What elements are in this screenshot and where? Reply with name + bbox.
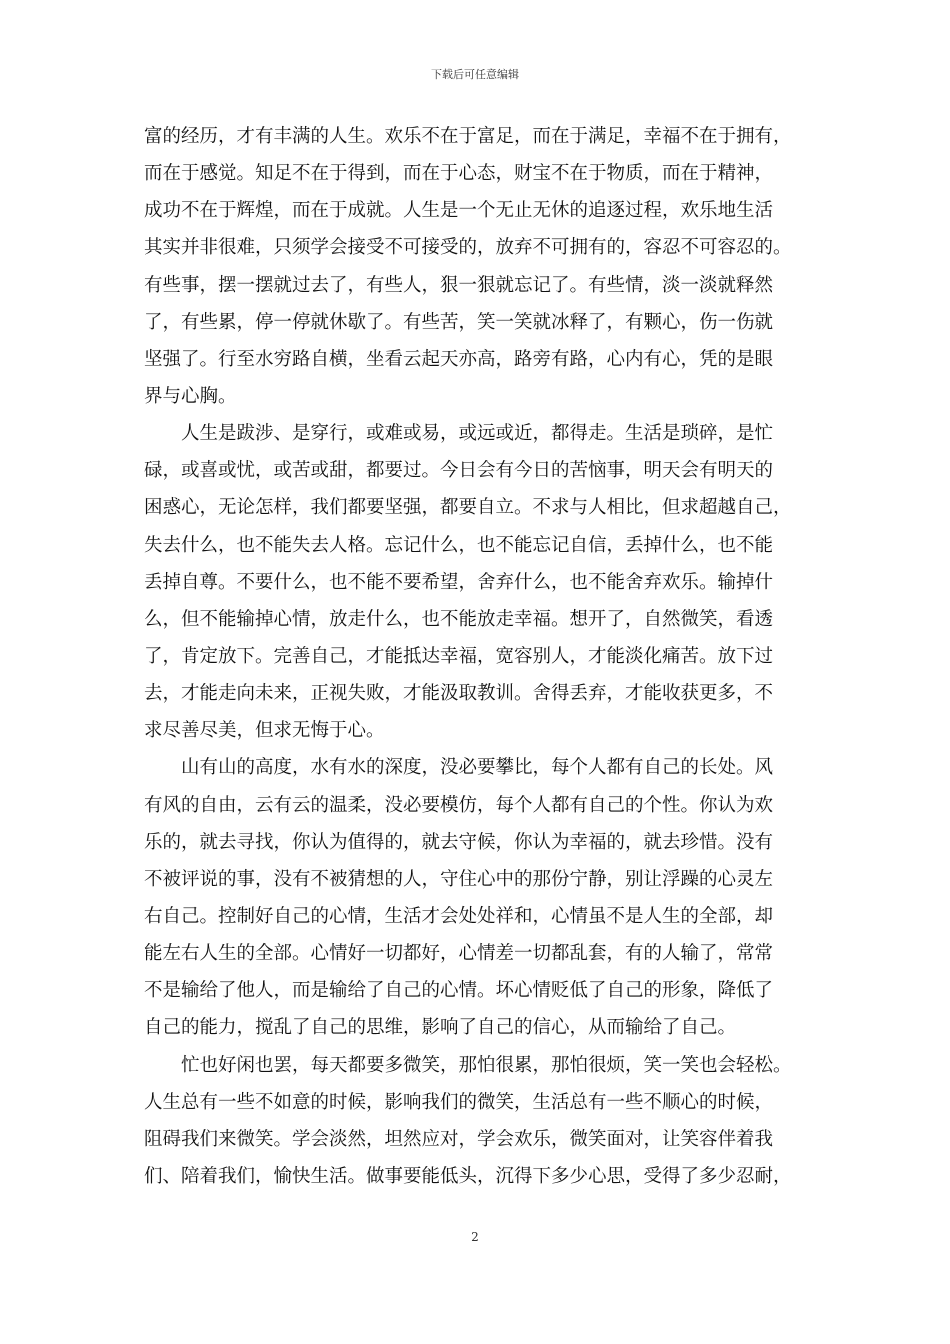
text-line: 求尽善尽美，但求无悔于心。 <box>144 720 385 742</box>
text-line: 阻碍我们来微笑。学会淡然，坦然应对，学会欢乐，微笑面对，让笑容伴着我 <box>144 1128 774 1150</box>
text-line: 乐的，就去寻找，你认为值得的，就去守候，你认为幸福的，就去珍惜。没有 <box>144 831 774 853</box>
page-number: 2 <box>471 1230 479 1244</box>
text-line: 其实并非很难，只须学会接受不可接受的，放弃不可拥有的，容忍不可容忍的。 <box>144 237 792 259</box>
text-line: 山有山的高度，水有水的深度，没必要攀比，每个人都有自己的长处。风 <box>181 757 774 779</box>
text-line: 不被评说的事，没有不被猜想的人，守住心中的那份宁静，别让浮躁的心灵左 <box>144 868 774 890</box>
paragraph <box>144 749 808 1046</box>
text-line: 么，但不能输掉心情，放走什么，也不能放走幸福。想开了，自然微笑，看透 <box>144 608 774 630</box>
text-line: 了，有些累，停一停就休歇了。有些苦，笑一笑就冰释了，有颗心，伤一伤就 <box>144 311 774 333</box>
text-line: 失去什么，也不能失去人格。忘记什么，也不能忘记自信，丢掉什么，也不能 <box>144 534 774 556</box>
text-line: 富的经历，才有丰满的人生。欢乐不在于富足，而在于满足，幸福不在于拥有， <box>144 126 792 147</box>
text-line: 去，才能走向未来，正视失败，才能汲取教训。舍得丢弃，才能收获更多，不 <box>144 683 774 705</box>
document-body <box>144 118 808 1195</box>
text-line: 界与心胸。 <box>144 385 237 407</box>
text-line: 右自己。控制好自己的心情，生活才会处处祥和，心情虽不是人生的全部，却 <box>144 905 774 927</box>
text-line: 了，肯定放下。完善自己，才能抵达幸福，宽容别人，才能淡化痛苦。放下过 <box>144 645 774 667</box>
paragraph <box>144 1047 808 1196</box>
text-line: 困惑心，无论怎样，我们都要坚强，都要自立。不求与人相比，但求超越自己， <box>144 497 792 519</box>
text-line: 丢掉自尊。不要什么，也不能不要希望，舍弃什么，也不能舍弃欢乐。输掉什 <box>144 571 774 593</box>
paragraph <box>144 415 808 749</box>
paragraph <box>144 118 808 415</box>
text-line: 人生是跋涉、是穿行，或难或易，或远或近，都得走。生活是琐碎，是忙 <box>181 423 774 445</box>
text-line: 有些事，摆一摆就过去了，有些人，狠一狠就忘记了。有些情，淡一淡就释然 <box>144 274 774 296</box>
text-line: 不是输给了他人，而是输给了自己的心情。坏心情贬低了自己的形象，降低了 <box>144 980 774 1002</box>
text-line: 有风的自由，云有云的温柔，没必要模仿，每个人都有自己的个性。你认为欢 <box>144 794 774 816</box>
text-line: 人生总有一些不如意的时候，影响我们的微笑，生活总有一些不顺心的时候， <box>144 1091 774 1113</box>
text-line: 们、陪着我们，愉快生活。做事要能低头，沉得下多少心思，受得了多少忍耐， <box>144 1165 792 1187</box>
text-line: 能左右人生的全部。心情好一切都好，心情差一切都乱套，有的人输了，常常 <box>144 943 774 965</box>
text-line: 而在于感觉。知足不在于得到，而在于心态，财宝不在于物质，而在于精神， <box>144 163 774 185</box>
text-line: 碌，或喜或忧，或苦或甜，都要过。今日会有今日的苦恼事，明天会有明天的 <box>144 460 774 482</box>
text-line: 自己的能力，搅乱了自己的思维，影响了自己的信心，从而输给了自己。 <box>144 1017 737 1039</box>
text-line: 忙也好闲也罢，每天都要多微笑，那怕很累，那怕很烦，笑一笑也会轻松。 <box>181 1054 792 1076</box>
page-header: 下载后可任意编辑 <box>431 68 519 81</box>
text-line: 成功不在于辉煌，而在于成就。人生是一个无止无休的追逐过程，欢乐地生活 <box>144 200 774 222</box>
text-line: 坚强了。行至水穷路自横，坐看云起天亦高，路旁有路，心内有心，凭的是眼 <box>144 348 774 370</box>
